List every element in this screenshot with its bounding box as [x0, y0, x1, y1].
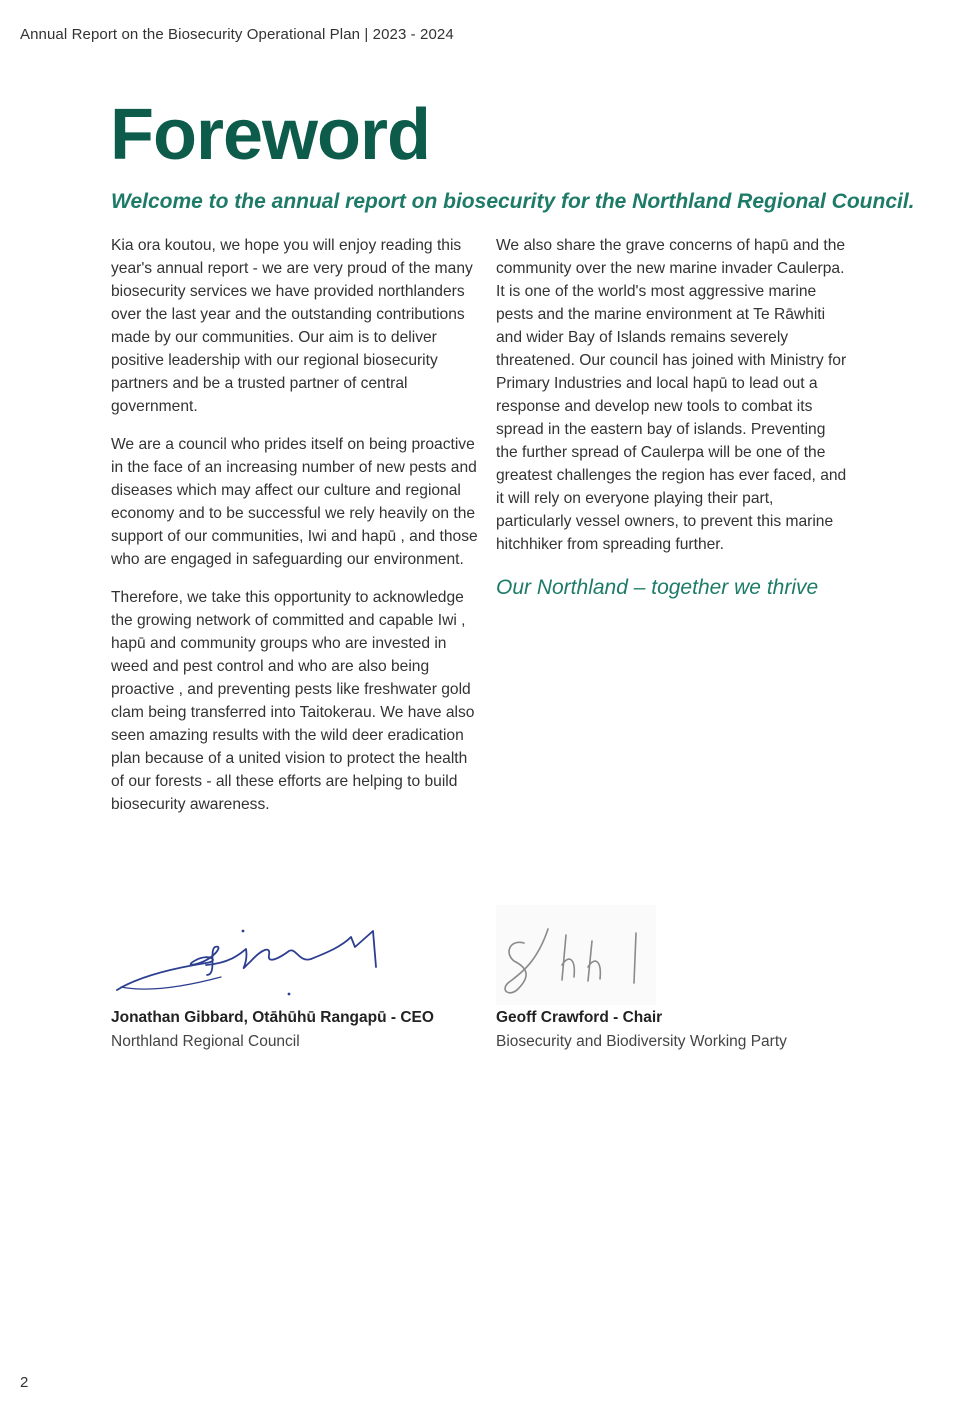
left-column [111, 234, 483, 831]
chair-signature-image [496, 905, 666, 1005]
right-column [496, 234, 848, 599]
signatory-organisation: Biosecurity and Biodiversity Working Party [496, 1033, 787, 1050]
motto: Our Northland – together we thrive [496, 576, 819, 599]
signatory-name: Jonathan Gibbard, Otāhūhū Rangapū - CEO [111, 1009, 434, 1026]
paragraph: We are a council who prides itself on being proactive in the face of an increasing number of new pests and diseases which may affect our culture and regional economy and to be successful we rely heavily on the support of our communities, Iwi and hapū , and those who are engaged in safeguarding our environment. [111, 436, 478, 568]
signature-block-chair [496, 905, 856, 1051]
paragraph: Kia ora koutou, we hope you will enjoy reading this year's annual report - we are very proud of the many biosecurity services we have provided northlanders over the last year and the outstanding contributions made by our communities. Our aim is to deliver positive leadership with our regional biosecurity partners and be a trusted partner of central government. [111, 237, 473, 415]
running-header: Annual Report on the Biosecurity Operational Plan | 2023 - 2024 [20, 26, 454, 43]
paragraph: Therefore, we take this opportunity to acknowledge the growing network of committed and capable Iwi , hapū and community groups who are invested in weed and pest control and who are also being proactive , and preventing pests like freshwater gold clam being transferred into Taitokerau. We have also seen amazing results with the wild deer eradication plan because of a united vision to protect the health of our forests - all these efforts are helping to build biosecurity awareness. [111, 589, 475, 813]
signatory-name: Geoff Crawford - Chair [496, 1009, 663, 1026]
signature-block-ceo [111, 905, 471, 1051]
page-number: 2 [20, 1374, 29, 1391]
signatory-organisation: Northland Regional Council [111, 1033, 300, 1050]
page-title: Foreword [110, 95, 431, 175]
ceo-signature-image [111, 905, 391, 1005]
paragraph: We also share the grave concerns of hapū and the community over the new marine invader Caulerpa. It is one of the world's most aggressive marine pests and the marine environment at Te Rāwhiti and wider Bay of Islands remains severely threatened. Our council has joined with Ministry for Primary Industries and local hapū to lead out a response and develop new tools to combat its spread in the eastern bay of islands. Preventing the further spread of Caulerpa will be one of the greatest challenges the region has ever faced, and it will rely on everyone playing their part, particularly vessel owners, to prevent this marine hitchhiker from spreading further. [496, 237, 847, 553]
page-subtitle: Welcome to the annual report on biosecurity for the Northland Regional Council. [111, 190, 915, 213]
